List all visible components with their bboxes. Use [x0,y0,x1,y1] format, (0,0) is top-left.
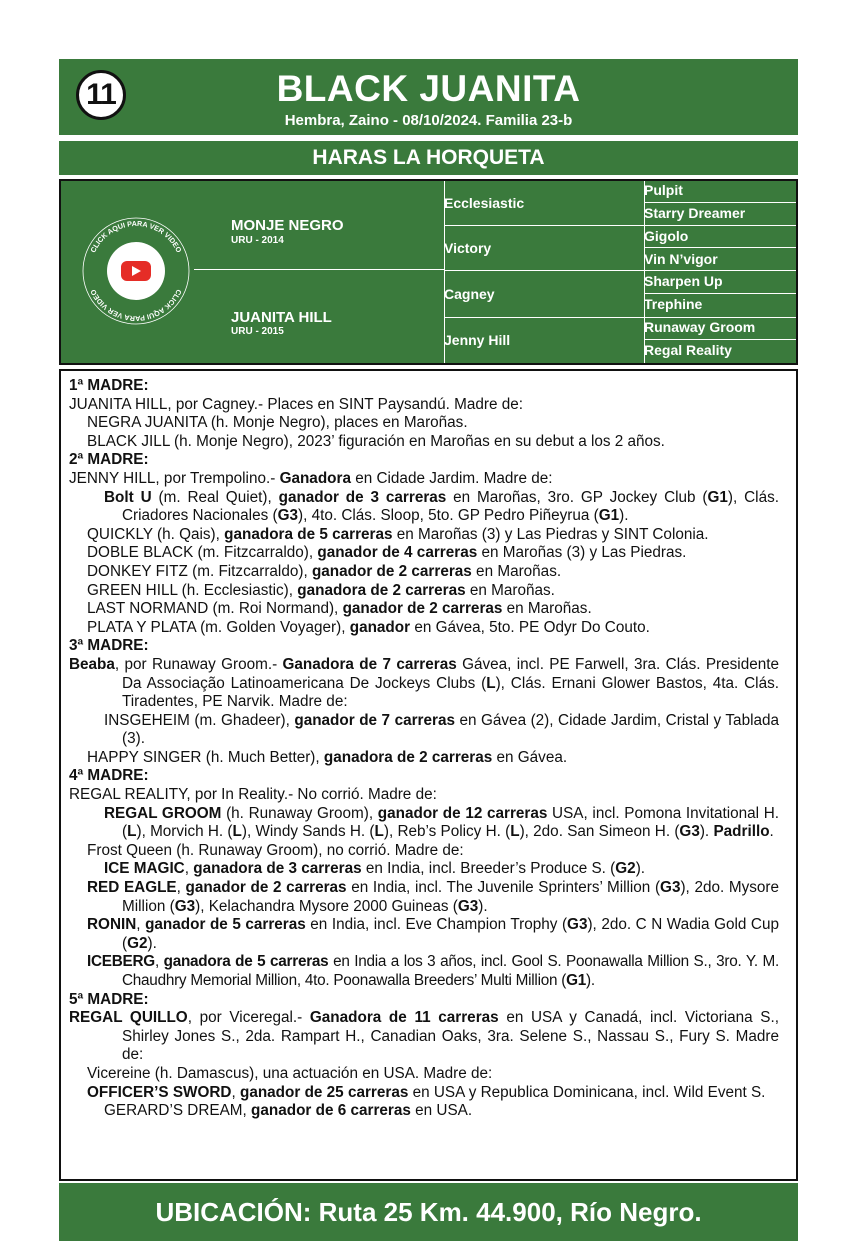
g3-6: Trephine [644,296,703,312]
sire-name: MONJE NEGRO [231,217,344,234]
g3-8: Regal Reality [644,342,732,358]
lot-header [59,59,798,135]
catalog-page [59,59,798,1241]
video-link[interactable] [80,215,192,327]
g3-4: Vin N’vigor [644,251,718,267]
sire-info: URU - 2014 [231,235,284,246]
dam-sire: Cagney [444,286,495,302]
horse-name: BLACK JUANITA [276,68,581,109]
horse-subtitle: Hembra, Zaino - 08/10/2024. Familia 23-b [284,112,573,129]
location-footer: UBICACIÓN: Ruta 25 Km. 44.900, Río Negro. [59,1183,798,1241]
family-notes [59,369,798,1181]
g3-5: Sharpen Up [644,273,723,289]
g3-7: Runaway Groom [644,319,756,335]
breeder-bar: HARAS LA HORQUETA [59,141,798,175]
g3-1: Pulpit [644,182,683,198]
sire-dam: Victory [444,240,492,256]
pedigree-box [59,179,798,365]
dam-name: JUANITA HILL [231,309,332,326]
sire-sire: Ecclesiastic [444,195,525,211]
video-label-top[interactable]: CLICK AQUI PARA VER VIDEO [88,218,184,255]
dam-dam: Jenny Hill [444,332,511,348]
g3-2: Starry Dreamer [644,205,746,221]
dam-info: URU - 2015 [231,326,284,337]
g3-3: Gigolo [644,228,689,244]
lot-number-badge: 11 [76,70,126,120]
family-notes-text: 1ª MADRE: JUANITA HILL, por Cagney.- Places en SINT Paysandú. Madre de: NEGRA JUANITA (h. Monje Negro), places en Maroñas. BLACK JILL (h. Monje Negro), 2023’ figuración en Maroñas en su debut a los 2 años. 2ª MADRE: JENNY HILL, por Trempolino.- Ganadora en Cidade Jardim. Madre de: Bolt U (m. Real Quiet), ganador de 3 carreras en Maroñas, 3ro. GP Jockey Club (G1), Clás. Criadores Nacionales (G3), 4to. Clás. Sloop, 5to. GP Pedro Piñeyrua (G1). QUICKLY (h. Qais), ganadora de 5 carreras en Maroñas (3) y Las Piedras y SINT Colonia. DOBLE BLACK (m. Fitzcarraldo), ganador de 4 carreras en Maroñas (3) y Las Piedras. DONKEY FITZ (m. Fitzcarraldo), ganador de 2 carreras en Maroñas. GREEN HILL (h. Ecclesiastic), ganadora de 2 carreras en Maroñas. LAST NORMAND (m. Roi Normand), ganador de 2 carreras en Maroñas. PLATA Y PLATA (m. Golden Voyager), ganador en Gávea, 5to. PE Odyr Do Couto. 3ª MADRE: Beaba, por Runaway Groom.- Ganadora de 7 carreras Gávea, incl. PE Farwell, 3ra. Clás. Presidente Da Associação Latinoamericana De Jockeys Clubs (L), Clás. Ernani Glower Bastos, 4ta. Clás. Tiradentes, PE Narvik. Madre de: INSGEHEIM (m. Ghadeer), ganador de 7 carreras en Gávea (2), Cidade Jardim, Cristal y Tablada (3). HAPPY SINGER (h. Much Better), ganadora de 2 carreras en Gávea. 4ª MADRE: REGAL REALITY, por In Reality.- No corrió. Madre de: REGAL GROOM (h. Runaway Groom), ganador de 12 carreras USA, incl. Pomona Invitational H. (L), Morvich H. (L), Windy Sands H. (L), Reb’s Policy H. (L), 2do. San Simeon H. (G3). Padrillo. Frost Queen (h. Runaway Groom), no corrió. Madre de: ICE MAGIC, ganadora de 3 carreras en India, incl. Breeder’s Produce S. (G2). RED EAGLE, ganador de 2 carreras en India, incl. The Juvenile Sprinters’ Million (G3), 2do. Mysore Million (G3), Kelachandra Mysore 2000 Guineas (G3). RONIN, ganador de 5 carreras en India, incl. Eve Champion Trophy (G3), 2do. C N Wadia Gold Cup (G2). ICEBERG, ganadora de 5 carreras en India a los 3 años, incl. Gool S. Poonawalla Million S., 3ro. Y. M. Chaudhry Memorial Million, 4to. Poonawalla Breeders’ Multi Million (G1). 5ª MADRE: REGAL QUILLO, por Viceregal.- Ganadora de 11 carreras en USA y Canadá, incl. Victoriana S., Shirley Jones S., 2da. Rampart H., Canadian Oaks, 3ra. Selene S., Nassau S., Fury S. Madre de: Vicereine (h. Damascus), una actuación en USA. Madre de: OFFICER’S SWORD, ganador de 25 carreras en USA y Republica Dominicana, incl. Wild Event S. GERARD’S DREAM, ganador de 6 carreras en USA. [69,377,780,1120]
video-label-bottom[interactable]: CLICK AQUI PARA VER VIDEO [88,287,184,324]
